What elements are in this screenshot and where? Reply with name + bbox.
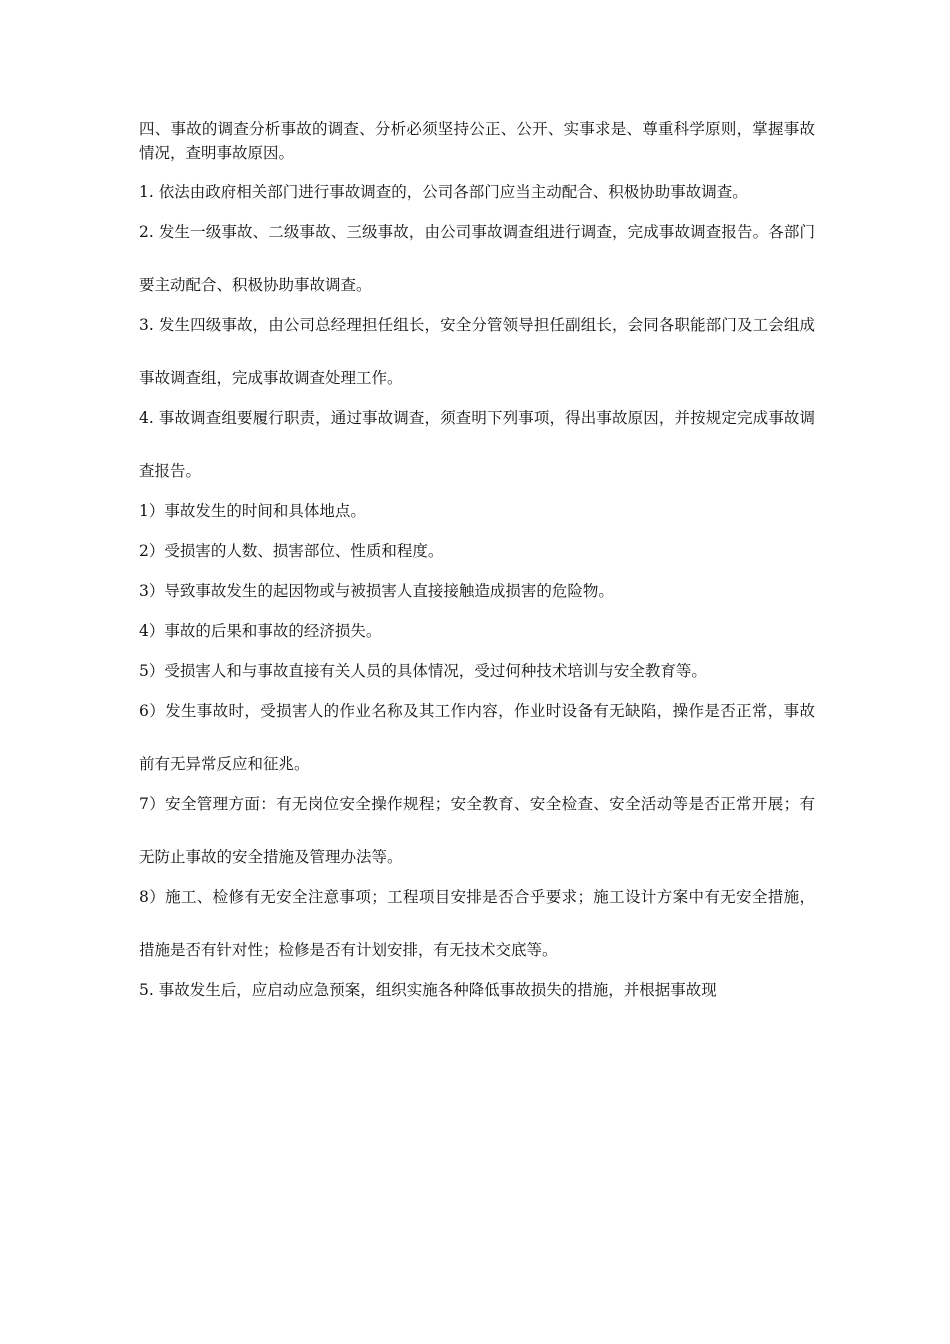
paragraph-1: 1. 依法由政府相关部门进行事故调查的，公司各部门应当主动配合、积极协助事故调查。: [139, 183, 748, 201]
list-item-5: 5）受损害人和与事故直接有关人员的具体情况，受过何种技术培训与安全教育等。: [139, 662, 707, 680]
list-item-1: 1）事故发生的时间和具体地点。: [139, 502, 366, 520]
paragraph-4: 4. 事故调查组要履行职责，通过事故调查，须查明下列事项，得出事故原因，并按规定完成事故调查报告。: [139, 409, 815, 480]
paragraph-3: 3. 发生四级事故，由公司总经理担任组长，安全分管领导担任副组长，会同各职能部门及工会组成事故调查组，完成事故调查处理工作。: [139, 316, 815, 387]
list-item-7: 7）安全管理方面：有无岗位安全操作规程；安全教育、安全检查、安全活动等是否正常开展；有无防止事故的安全措施及管理办法等。: [139, 795, 815, 866]
document-body: [139, 117, 815, 1017]
paragraph-2: 2. 发生一级事故、二级事故、三级事故，由公司事故调查组进行调查，完成事故调查报告。各部门要主动配合、积极协助事故调查。: [139, 223, 815, 294]
list-item-8: 8）施工、检修有无安全注意事项；工程项目安排是否合乎要求；施工设计方案中有无安全措施，措施是否有针对性；检修是否有计划安排，有无技术交底等。: [139, 888, 815, 959]
section-heading: 四、事故的调查分析事故的调查、分析必须坚持公正、公开、实事求是、尊重科学原则，掌握事故情况，查明事故原因。: [139, 120, 815, 162]
list-item-2: 2）受损害的人数、损害部位、性质和程度。: [139, 542, 444, 560]
list-item-6: 6）发生事故时，受损害人的作业名称及其工作内容，作业时设备有无缺陷，操作是否正常，事故前有无异常反应和征兆。: [139, 702, 815, 773]
paragraph-5: 5. 事故发生后，应启动应急预案，组织实施各种降低事故损失的措施，并根据事故现: [139, 981, 717, 999]
list-item-4: 4）事故的后果和事故的经济损失。: [139, 622, 382, 640]
list-item-3: 3）导致事故发生的起因物或与被损害人直接接触造成损害的危险物。: [139, 582, 614, 600]
